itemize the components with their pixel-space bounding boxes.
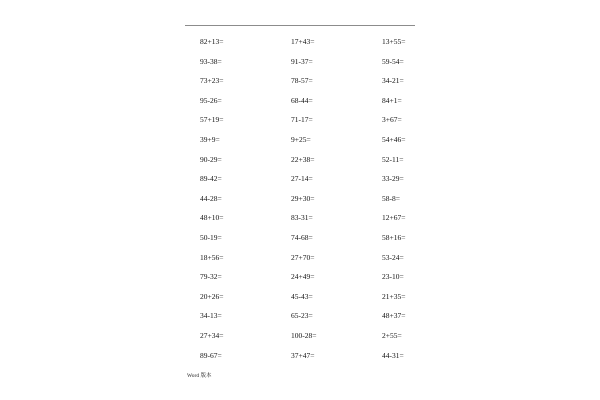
problem-cell: 57+19= xyxy=(200,115,224,125)
problem-cell: 17+43= xyxy=(291,37,315,46)
problem-cell: 93-38= xyxy=(200,56,222,66)
problem-cell: 44-28= xyxy=(200,193,222,203)
problem-cell: 54+46= xyxy=(382,134,406,144)
problem-grid xyxy=(200,38,430,371)
problem-cell: 27-14= xyxy=(291,174,313,184)
problem-cell: 84+1= xyxy=(382,95,402,105)
problem-cell: 50-19= xyxy=(200,232,222,242)
problem-cell: 90-29= xyxy=(200,154,222,164)
problem-cell: 3+67= xyxy=(382,115,402,125)
problem-cell: 82+13= xyxy=(200,37,224,46)
problem-cell: 52-11= xyxy=(382,154,404,164)
problem-cell: 89-67= xyxy=(200,350,222,360)
problem-cell: 100-28= xyxy=(291,330,317,340)
problem-cell: 58-8= xyxy=(382,193,400,203)
problem-cell: 91-37= xyxy=(291,56,313,66)
problem-cell: 74-68= xyxy=(291,232,313,242)
problem-cell: 73+23= xyxy=(200,76,224,86)
problem-cell: 45-43= xyxy=(291,291,313,301)
problem-cell: 27+34= xyxy=(200,330,224,340)
problem-cell: 53-24= xyxy=(382,252,404,262)
problem-cell: 58+16= xyxy=(382,232,406,242)
problem-cell: 2+55= xyxy=(382,330,402,340)
problem-cell: 34-21= xyxy=(382,76,404,86)
problem-cell: 20+26= xyxy=(200,291,224,301)
problem-cell: 78-57= xyxy=(291,76,313,86)
problem-cell: 89-42= xyxy=(200,174,222,184)
problem-cell: 44-31= xyxy=(382,350,404,360)
problem-cell: 95-26= xyxy=(200,95,222,105)
problem-cell: 68-44= xyxy=(291,95,313,105)
footer-label: Word 版本 xyxy=(187,373,212,379)
problem-cell: 13+55= xyxy=(382,37,406,46)
header-rule xyxy=(185,25,415,26)
problem-cell: 33-29= xyxy=(382,174,404,184)
problem-cell: 65-23= xyxy=(291,311,313,321)
problem-cell: 83-31= xyxy=(291,213,313,223)
problem-cell: 9+25= xyxy=(291,134,311,144)
problem-cell: 12+67= xyxy=(382,213,406,223)
problem-cell: 27+70= xyxy=(291,252,315,262)
problem-cell: 24+49= xyxy=(291,272,315,282)
problem-cell: 29+30= xyxy=(291,193,315,203)
problem-cell: 18+56= xyxy=(200,252,224,262)
problem-cell: 48+10= xyxy=(200,213,224,223)
problem-cell: 34-13= xyxy=(200,311,222,321)
problem-cell: 22+38= xyxy=(291,154,315,164)
problem-cell: 59-54= xyxy=(382,56,404,66)
problem-cell: 79-32= xyxy=(200,272,222,282)
problem-cell: 37+47= xyxy=(291,350,315,360)
problem-cell: 71-17= xyxy=(291,115,313,125)
problem-cell: 48+37= xyxy=(382,311,406,321)
problem-cell: 23-10= xyxy=(382,272,404,282)
problem-cell: 39+9= xyxy=(200,134,220,144)
problem-cell: 21+35= xyxy=(382,291,406,301)
